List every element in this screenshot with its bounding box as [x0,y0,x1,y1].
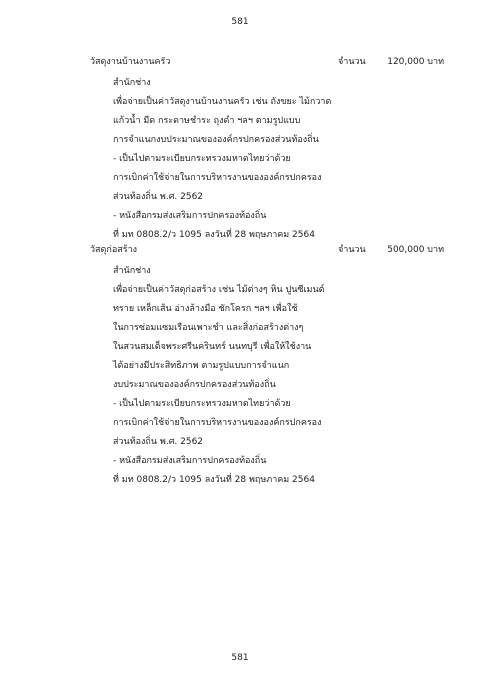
description-line: ส่วนท้องถิ่น พ.ศ. 2562 [113,437,204,447]
item-description [113,262,324,490]
description-line: การจำแนกงบประมาณขององค์กรปกครองส่วนท้องถิ่น [113,135,319,145]
item-title: วัสดุก่อสร้าง [90,245,138,255]
item-amount: 120,000 บาท [387,57,444,67]
description-line: ที่ มท 0808.2/ว 1095 ลงวันที่ 28 พฤษภาคม 2564 [113,230,315,240]
description-line: ทราย เหล็กเส้น อ่างล้างมือ ชักโครก ฯลฯ เพื่อใช้ [113,304,298,314]
description-line: การเบิกค่าใช้จ่ายในการบริหารงานขององค์กรปกครอง [113,173,322,183]
item-description [113,74,331,245]
description-line: ในสวนสมเด็จพระศรีนครินทร์ นนทบุรี เพื่อให้ใช้งาน [113,342,312,352]
description-line: - เป็นไปตามระเบียบกระทรวงมหาดไทยว่าด้วย [113,154,291,164]
item-title: วัสดุงานบ้านงานครัว [90,57,171,67]
description-line: ได้อย่างมีประสิทธิภาพ ตามรูปแบบการจำแนก [113,361,290,371]
quantity-label: จำนวน [338,245,366,255]
description-line: ในการซ่อมแซมเรือนเพาะชำ และสิ่งก่อสร้างต่างๆ [113,323,304,333]
quantity-label: จำนวน [338,57,366,67]
description-line: งบประมาณขององค์กรปกครองส่วนท้องถิ่น [113,380,276,390]
page-number-bottom: 581 [231,653,249,663]
description-line: ส่วนท้องถิ่น พ.ศ. 2562 [113,192,204,202]
description-line: การเบิกค่าใช้จ่ายในการบริหารงานขององค์กรปกครอง [113,418,322,428]
description-line: แก้วน้ำ มีด กระดาษชำระ ถุงดำ ฯลฯ ตามรูปแบบ [113,116,301,126]
description-line: สำนักช่าง [113,78,151,88]
description-line: ที่ มท 0808.2/ว 1095 ลงวันที่ 28 พฤษภาคม 2564 [113,475,315,485]
description-line: เพื่อจ่ายเป็นค่าวัสดุงานบ้านงานครัว เช่น ถังขยะ ไม้กวาด [113,97,332,107]
item-amount: 500,000 บาท [387,245,444,255]
description-line: - เป็นไปตามระเบียบกระทรวงมหาดไทยว่าด้วย [113,399,291,409]
description-line: สำนักช่าง [113,266,151,276]
description-line: - หนังสือกรมส่งเสริมการปกครองท้องถิ่น [113,211,267,221]
description-line: เพื่อจ่ายเป็นค่าวัสดุก่อสร้าง เช่น ไม้ต่างๆ หิน ปูนซีเมนต์ [113,285,325,295]
description-line: - หนังสือกรมส่งเสริมการปกครองท้องถิ่น [113,456,267,466]
page-number-top: 581 [231,17,249,27]
